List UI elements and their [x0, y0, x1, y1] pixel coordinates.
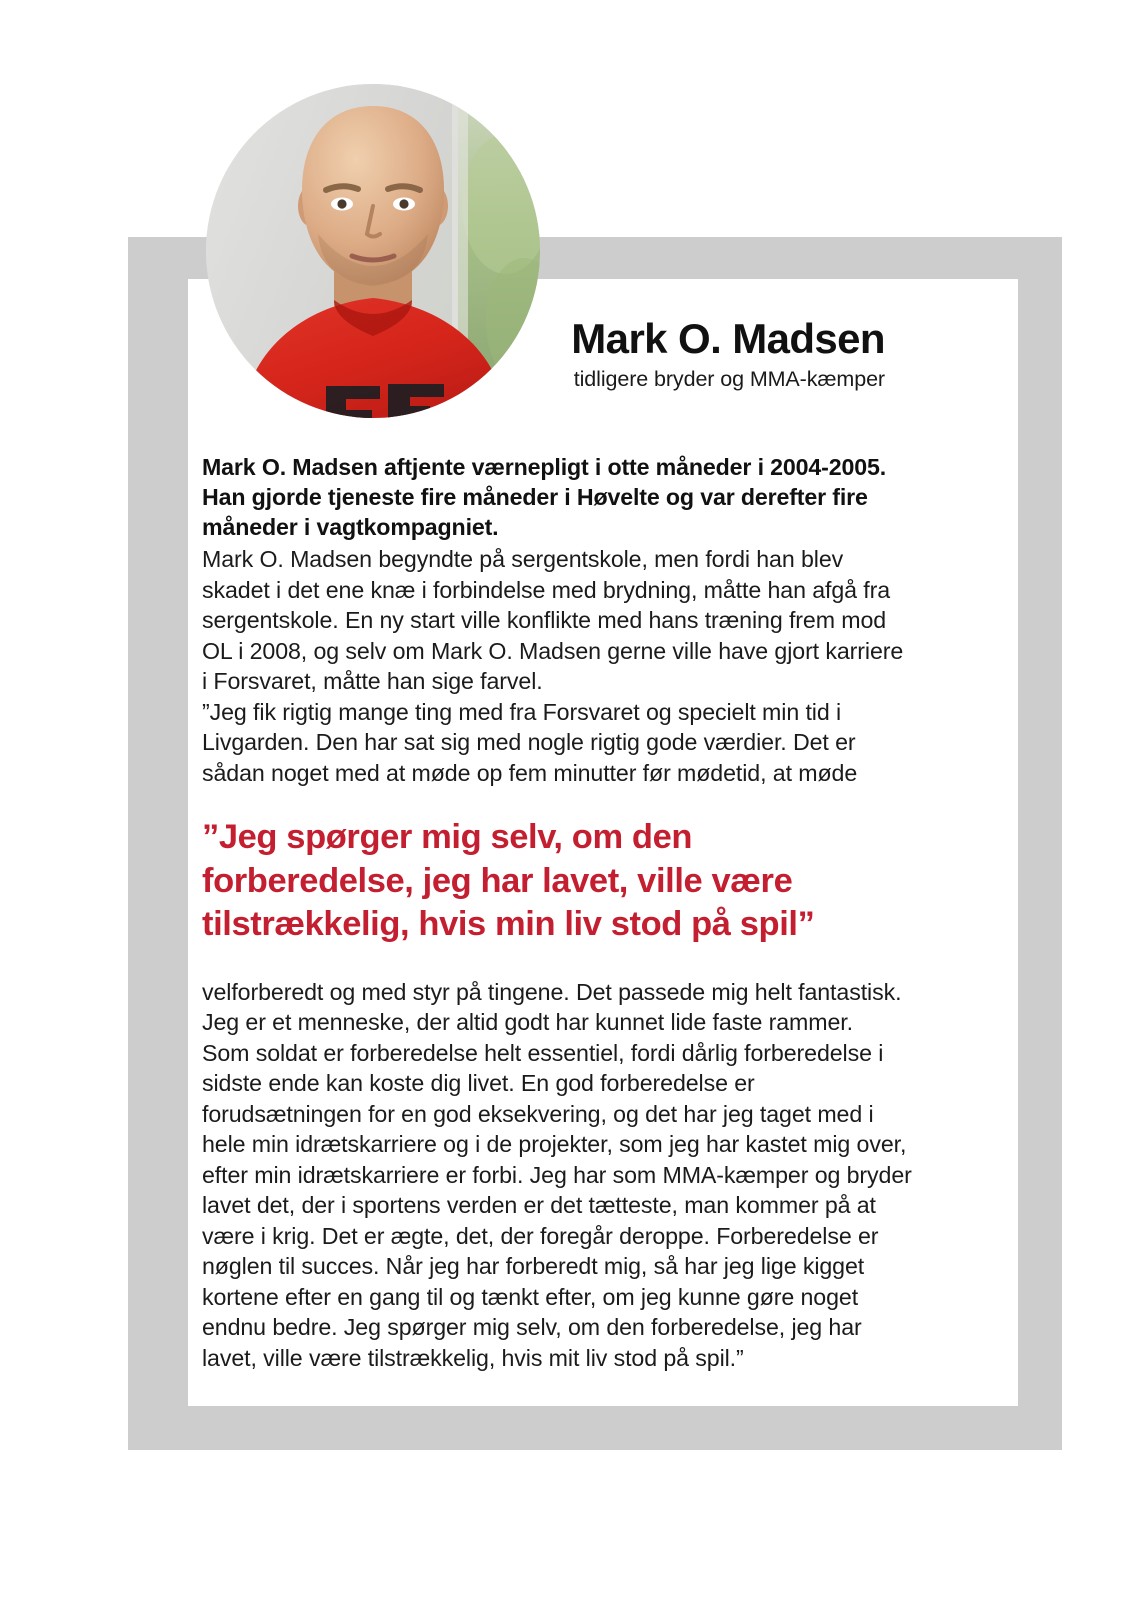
- article-body: [202, 452, 912, 1373]
- person-name: Mark O. Madsen: [571, 315, 885, 362]
- body-paragraph-1: Mark O. Madsen begyndte på sergentskole, men fordi han blev skadet i det ene knæ i forbindelse med brydning, måtte han afgå fra sergentskole. En ny start ville konflikte med hans træning frem mod OL i 2008, og selv om Mark O. Madsen gerne ville have gjort karriere i Forsvaret, måtte han sige farvel.: [202, 546, 904, 695]
- lead-paragraph: Mark O. Madsen aftjente værnepligt i otte måneder i 2004-2005. Han gjorde tjeneste fire måneder i Høvelte og var derefter fire måneder i vagtkompagniet.: [202, 454, 886, 541]
- person-role: tidligere bryder og MMA-kæmper: [573, 366, 885, 391]
- pull-quote: ”Jeg spørger mig selv, om den forberedelse, jeg har lavet, ville være tilstrækkelig, hvis min liv stod på spil”: [202, 818, 815, 944]
- body-paragraph-2: ”Jeg fik rigtig mange ting med fra Forsvaret og specielt min tid i Livgarden. Den har sat sig med nogle rigtig gode værdier. Det er sådan noget med at møde op fem minutter før mødetid, at møde: [202, 698, 858, 786]
- body-paragraph-3: velforberedt og med styr på tingene. Det passede mig helt fantastisk. Jeg er et menneske, der altid godt har kunnet lide faste rammer.: [202, 978, 902, 1036]
- body-paragraph-4: Som soldat er forberedelse helt essentiel, fordi dårlig forberedelse i sidste ende kan koste dig livet. En god forberedelse er forudsætningen for en god eksekvering, og det har jeg taget med i hele min idrætskarriere og i de projekter, som jeg har kastet mig over, efter min idrætskarriere er forbi. Jeg har som MMA-kæmper og bryder lavet det, der i sportens verden er det tætteste, man kommer på at være i krig. Det er ægte, det, der foregår deroppe. Forberedelse er nøglen til succes. Når jeg har forberedt mig, så har jeg lige kigget kortene efter en gang til og tænkt efter, om jeg kunne gøre noget endnu bedre. Jeg spørger mig selv, om den forberedelse, jeg har lavet, ville være tilstrækkelig, hvis mit liv stod på spil.”: [202, 1039, 912, 1371]
- profile-header: [430, 315, 885, 392]
